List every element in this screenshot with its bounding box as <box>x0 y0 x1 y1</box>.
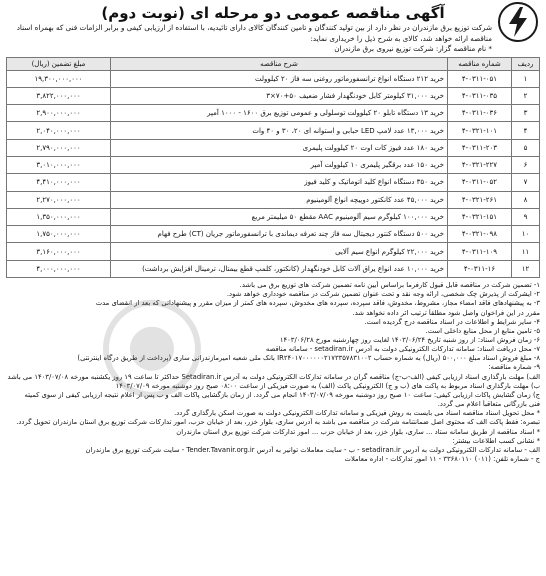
table-row <box>7 105 540 122</box>
tender-number-cell: ۴-۰۳۱۱-۰۳۶ <box>448 105 512 122</box>
table-body <box>7 70 540 278</box>
guarantee-amount-cell: ۱۹,۳۰۰,۰۰۰,۰۰۰ <box>7 70 111 87</box>
col-header-row-number: ردیف <box>512 57 540 70</box>
guarantee-amount-cell: ۳,۱۶۰,۰۰۰,۰۰۰ <box>7 243 111 260</box>
guarantee-amount-cell: ۲,۰۴۰,۰۰۰,۰۰۰ <box>7 122 111 139</box>
note-line: ج) زمان گشایش پاکات ارزیابی کیفی: ساعت ۱۰ صبح روز دوشنبه مورخه ۱۴۰۳/۰۷/۰۹ انجام می گردد. از زمان بازگشایی پاکات الف و ب پس از اعلام نتیجه ارزیابی کیفی از سوی کمیته <box>24 390 540 399</box>
table-row <box>7 174 540 191</box>
table-row <box>7 139 540 156</box>
table-row <box>7 156 540 173</box>
note-line: مقرر در این فراخوان واصل شود مطلقاً ترتیب اثر داده نخواهد شد. <box>352 308 540 317</box>
notice-title: آگهی مناقصه عمومی دو مرحله ای (نوبت دوم) <box>101 4 445 22</box>
description-cell: خرید ۴۵,۰۰۰ عدد کانکتور دوپیچه انواع آلومینیوم <box>111 191 448 208</box>
description-cell: خرید ۱۰۰,۰۰۰ کیلوگرم سیم آلومینیوم AAC مقطع ۵۰ میلیمتر مربع <box>111 208 448 225</box>
row-number-cell: ۲ <box>512 87 540 104</box>
col-header-tender-number: شماره مناقصه <box>448 57 512 70</box>
row-number-cell: ۶ <box>512 156 540 173</box>
tender-number-cell: ۴-۰۳۱۱-۰۳۵ <box>448 87 512 104</box>
table-row <box>7 260 540 277</box>
row-number-cell: ۷ <box>512 174 540 191</box>
note-line: ۲- ایشرکت از پذیرش چک شخصی، ارائه وجه نقد و تحت عنوان تضمین شرکت در مناقصه خودداری خواهد شود. <box>226 290 540 299</box>
description-cell: خرید ۱۳ دستگاه تابلو ۲۰ کیلوولت توسلولی و عمومی توزیع برق ۱۶۰۰ - ۱۰۰۰ آمپر <box>111 105 448 122</box>
col-header-guarantee-amount: مبلغ تضمین (ریال) <box>7 57 111 70</box>
tender-number-cell: ۴-۰۳۲۱-۲۶۱ <box>448 191 512 208</box>
tender-number-cell: ۴-۰۳۲۱-۱۰۱ <box>448 122 512 139</box>
note-line: تبصره: فقط پاکت الف که محتوی اصل ضمانتنامه شرکت در مناقصه می باشد به آدرس ساری، بلوار خزر، بعد از خیابان حزب، امور تدارکات شرکت توزیع برق استان مازندران تحویل گردد. <box>16 418 540 427</box>
table-row <box>7 191 540 208</box>
row-number-cell: ۹ <box>512 208 540 225</box>
guarantee-amount-cell: ۴,۴۱۰,۰۰۰,۰۰۰ <box>7 174 111 191</box>
table-header-row <box>7 57 540 70</box>
guarantee-amount-cell: ۳,۸۲۲,۰۰۰,۰۰۰ <box>7 87 111 104</box>
tender-number-cell: ۴-۰۳۲۱-۱۵۱ <box>448 208 512 225</box>
table-row <box>7 70 540 87</box>
guarantee-amount-cell: ۱,۳۵۰,۰۰۰,۰۰۰ <box>7 208 111 225</box>
description-cell: خرید ۱۳,۰۰۰ عدد لامپ LED حبابی و استوانه ای ۲۰، ۳۰ و ۴۰ وات <box>111 122 448 139</box>
table-row <box>7 243 540 260</box>
note-line: ۳- به پیشنهادهای فاقد امضاء مجاز، مشروط، مخدوش، فاقد سپرده، سپرده های مخدوش، سپرده های کمتر از میزان مقرر و پیشنهاداتی که بعد از انقضای مدت <box>95 299 540 308</box>
table-row <box>7 208 540 225</box>
table-row <box>7 87 540 104</box>
tender-number-cell: ۴-۰۳۱۱-۱۶ <box>448 260 512 277</box>
note-line: * نشانی کسب اطلاعات بیشتر: <box>452 436 540 445</box>
guarantee-amount-cell: ۳,۰۱۰,۰۰۰,۰۰۰ <box>7 156 111 173</box>
tender-number-cell: ۴-۰۳۱۱-۰۵۲ <box>448 174 512 191</box>
tender-number-cell: ۴-۰۳۲۱-۰۹۸ <box>448 226 512 243</box>
tender-number-cell: ۴-۰۳۲۱-۲۲۷ <box>448 156 512 173</box>
row-number-cell: ۴ <box>512 122 540 139</box>
row-number-cell: ۱۲ <box>512 260 540 277</box>
intro-line: شرکت توزیع برق مازندران در نظر دارد از بین تولید کنندگان و تامین کنندگان کالای دارای تائیدیه، با استفاده از ارزیابی کیفی و برابر الزامات فنی که بهمراه اسناد <box>16 23 492 32</box>
company-logo <box>498 2 538 42</box>
col-header-description: شرح مناقصه <box>111 57 448 70</box>
row-number-cell: ۵ <box>512 139 540 156</box>
guarantee-amount-cell: ۱,۷۵۰,۰۰۰,۰۰۰ <box>7 226 111 243</box>
note-line: الف) مهلت بارگذاری اسناد ارزیابی کیفی (الف-ب-ج) مناقصه گران در سامانه تدارکات الکترونیکی دولت به آدرس Setadiran.ir حداکثر تا ساعت ۱۹ روز یکشنبه مورخه ۱۴۰۳/۰۷/۰۸ می باشد <box>7 372 540 381</box>
intro-line: * نام مناقصه گزار: شرکت توزیع نیروی برق مازندران <box>334 44 492 53</box>
note-line: فنی بازرگانی متعاقباً اعلام می گردد. <box>437 400 540 409</box>
description-cell: خرید ۳۵۰ دستگاه انواع کلید اتوماتیک و کلید فیوز <box>111 174 448 191</box>
intro-block <box>6 23 540 55</box>
description-cell: خرید ۲۱۲ دستگاه انواع ترانسفورماتور روغنی سه فاز ۲۰ کیلوولت <box>111 70 448 87</box>
tender-number-cell: ۴-۰۳۱۱-۰۵۱ <box>448 70 512 87</box>
guarantee-amount-cell: ۴,۰۰۰,۰۰۰,۰۰۰ <box>7 260 111 277</box>
note-line: ج - شماره تلفن: (۰۱۱) ۳۳۶۸۰۱۱۰ - ۱۱ امور تدارکات - اداره معاملات <box>344 455 540 464</box>
lightning-icon <box>506 7 530 37</box>
guarantee-amount-cell: ۲,۲۷۰,۰۰۰,۰۰۰ <box>7 191 111 208</box>
note-line: * محل تحویل اسناد مناقصه اسناد می بایست به روش فیزیکی و سامانه تدارکات الکترونیکی دولت به صورت اسکن بارگذاری گردد. <box>174 409 540 418</box>
tender-number-cell: ۴-۰۳۱۱-۲۰۳ <box>448 139 512 156</box>
table-row <box>7 122 540 139</box>
tender-number-cell: ۴-۰۳۱۱-۱۰۹ <box>448 243 512 260</box>
notes-block <box>6 281 540 464</box>
tender-table <box>6 57 540 279</box>
row-number-cell: ۱ <box>512 70 540 87</box>
note-line: * اسناد مناقصه از طریق سامانه ستاد ... ساری، بلوار خزر، بعد از خیابان حزب ... امور تدارکات شرکت توزیع برق استان مازندران <box>176 427 540 436</box>
intro-line: مناقصه ارائه خواهد شد، کالای به شرح ذیل را خریداری نماید: <box>310 33 492 43</box>
guarantee-amount-cell: ۲,۹۰۰,۰۰۰,۰۰۰ <box>7 105 111 122</box>
description-cell: خرید ۳۱,۰۰۰ کیلومتر کابل خودنگهدار فشار ضعیف ۵۰+۷۰×۳ <box>111 87 448 104</box>
guarantee-amount-cell: ۲,۷۹۰,۰۰۰,۰۰۰ <box>7 139 111 156</box>
description-cell: خرید ۱۵۰ عدد برقگیر پلیمری ۱۰ کیلوولت آمپر <box>111 156 448 173</box>
note-line: ۱- تضمین شرکت در مناقصه قابل قبول کارفرما براساس آیین نامه تضمین شرکت های توزیع برق می باشد. <box>239 281 540 290</box>
row-number-cell: ۱۰ <box>512 226 540 243</box>
table-row <box>7 226 540 243</box>
description-cell: خرید ۲۲,۰۰۰ کیلوگرم انواع سیم آلایی <box>111 243 448 260</box>
note-line: ۶- زمان فروش اسناد: از روز شنبه تاریخ ۱۴۰۳/۰۶/۲۴ لغایت روز چهارشنبه مورخ ۱۴۰۳/۰۶/۲۸ <box>279 336 540 344</box>
note-line: ۹- شماره مناقصه: <box>488 363 540 372</box>
note-line: ۴- سایر شرایط و اطلاعات در اسناد مناقصه درج گردیده است. <box>364 317 540 326</box>
row-number-cell: ۱۱ <box>512 243 540 260</box>
note-line: ب) مهلت بارگذاری اسناد مربوط به پاکت های (ب و ج) الکترونیکی پاکت (الف) به صورت فیزیکی از ساعت ۰۸:۰۰ صبح روز دوشنبه مورخه ۱۴۰۳/۰۷/۰۹ <box>115 381 540 390</box>
note-line: ۵- تامین منابع از محل منابع داخلی است. <box>425 326 540 335</box>
note-line: ۷- محل دریافت اسناد: سامانه تدارکات الکترونیکی دولت به آدرس setadiran.ir - سامانه مناقصه <box>265 345 540 354</box>
row-number-cell: ۳ <box>512 105 540 122</box>
row-number-cell: ۸ <box>512 191 540 208</box>
description-cell: خرید ۱۰,۰۰۰ عدد انواع یراق آلات کابل خودنگهدار (کانکتور، کلمپ قطع بیمتال، ترمینال افزایش برداشت) <box>111 260 448 277</box>
note-line: ۸- مبلغ فروش اسناد مبلغ ۵۰۰,۰۰۰ (ریال) به شماره حساب IR۲۴۰۱۷۰۰۰۰۰۰۲۱۷۳۳۵۷۸۳۱۰۰۲ بانک ملی شعبه امیرمازندرانی ساری (پرداخت از طریق درگاه اینترنتی) <box>77 354 540 363</box>
description-cell: خرید ۵۰۰ دستگاه کنتور دیجیتال سه فاز چند تعرفه دیماندی با ترانسفورماتور جریان (CT) طرح فهام <box>111 226 448 243</box>
note-line: الف - سامانه تدارکات الکترونیکی دولت به آدرس setadiran.ir - ب - سایت معاملات توانیر به آدرس Tender.Tavanir.org.ir - سایت شرکت توزیع برق مازندران <box>85 445 540 454</box>
description-cell: خرید ۱۸۰ عدد فیوز کات اوت ۲۰ کیلوولت پلیمری <box>111 139 448 156</box>
